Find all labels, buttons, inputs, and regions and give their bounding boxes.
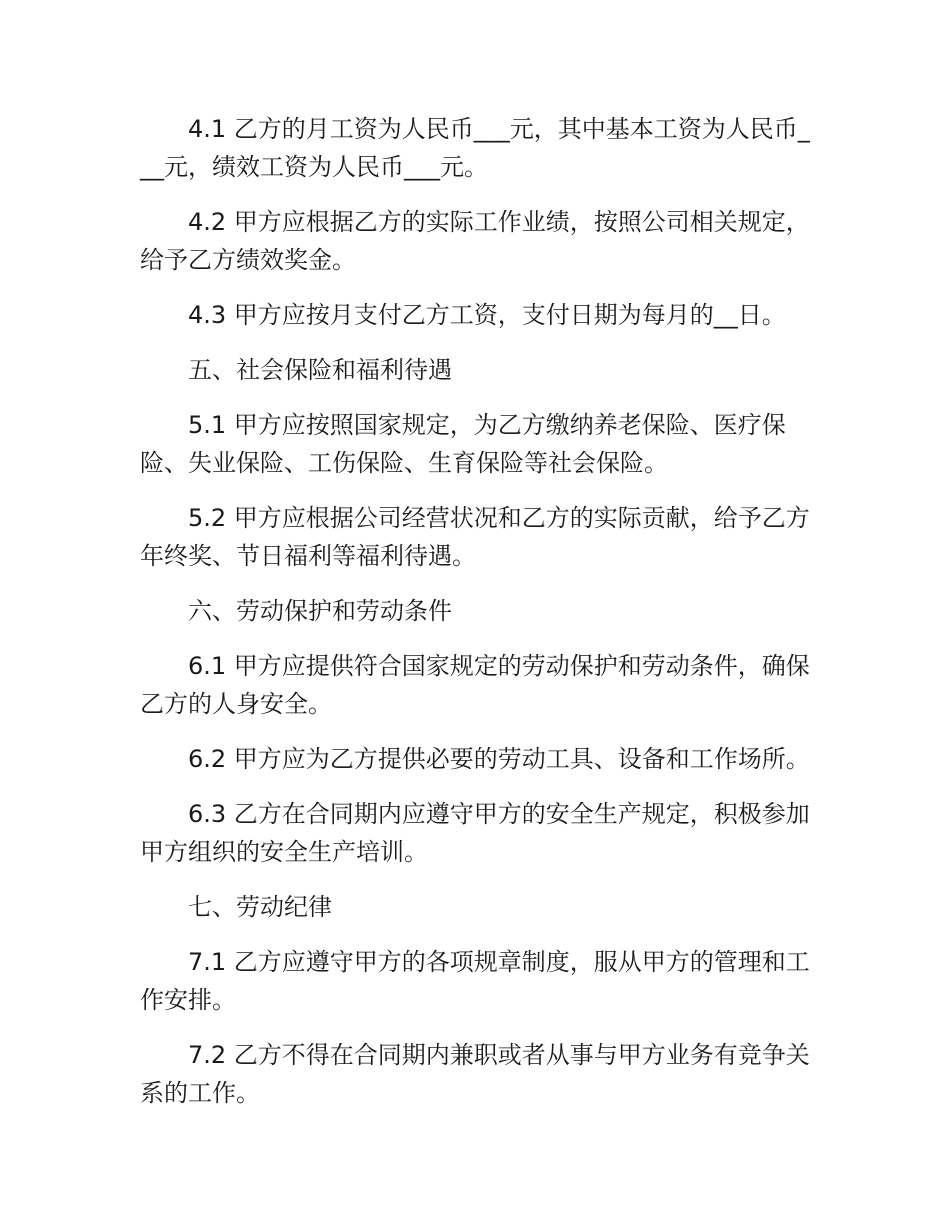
clause-4-1: 4.1 乙方的月工资为人民币___元，其中基本工资为人民币___元，绩效工资为人民币___元。 xyxy=(140,115,810,181)
clause-6-1: 6.1 甲方应提供符合国家规定的劳动保护和劳动条件，确保乙方的人身安全。 xyxy=(140,652,810,718)
section-heading-6: 六、劳动保护和劳动条件 xyxy=(188,597,452,625)
clause-4-2: 4.2 甲方应根据乙方的实际工作业绩，按照公司相关规定，给予乙方绩效奖金。 xyxy=(140,208,810,274)
clause-7-2: 7.2 乙方不得在合同期内兼职或者从事与甲方业务有竞争关系的工作。 xyxy=(140,1041,810,1107)
clause-6-3: 6.3 乙方在合同期内应遵守甲方的安全生产规定，积极参加甲方组织的安全生产培训。 xyxy=(140,800,810,866)
clause-6-2: 6.2 甲方应为乙方提供必要的劳动工具、设备和工作场所。 xyxy=(188,745,810,773)
clause-5-2: 5.2 甲方应根据公司经营状况和乙方的实际贡献，给予乙方年终奖、节日福利等福利待遇。 xyxy=(140,504,810,570)
clause-7-1: 7.1 乙方应遵守甲方的各项规章制度，服从甲方的管理和工作安排。 xyxy=(140,948,810,1014)
clause-5-1: 5.1 甲方应按照国家规定，为乙方缴纳养老保险、医疗保险、失业保险、工伤保险、生育保险等社会保险。 xyxy=(140,411,786,477)
clause-4-3: 4.3 甲方应按月支付乙方工资，支付日期为每月的__日。 xyxy=(188,301,786,329)
document-page xyxy=(140,110,810,1129)
section-heading-5: 五、社会保险和福利待遇 xyxy=(188,356,452,384)
section-heading-7: 七、劳动纪律 xyxy=(188,893,332,921)
